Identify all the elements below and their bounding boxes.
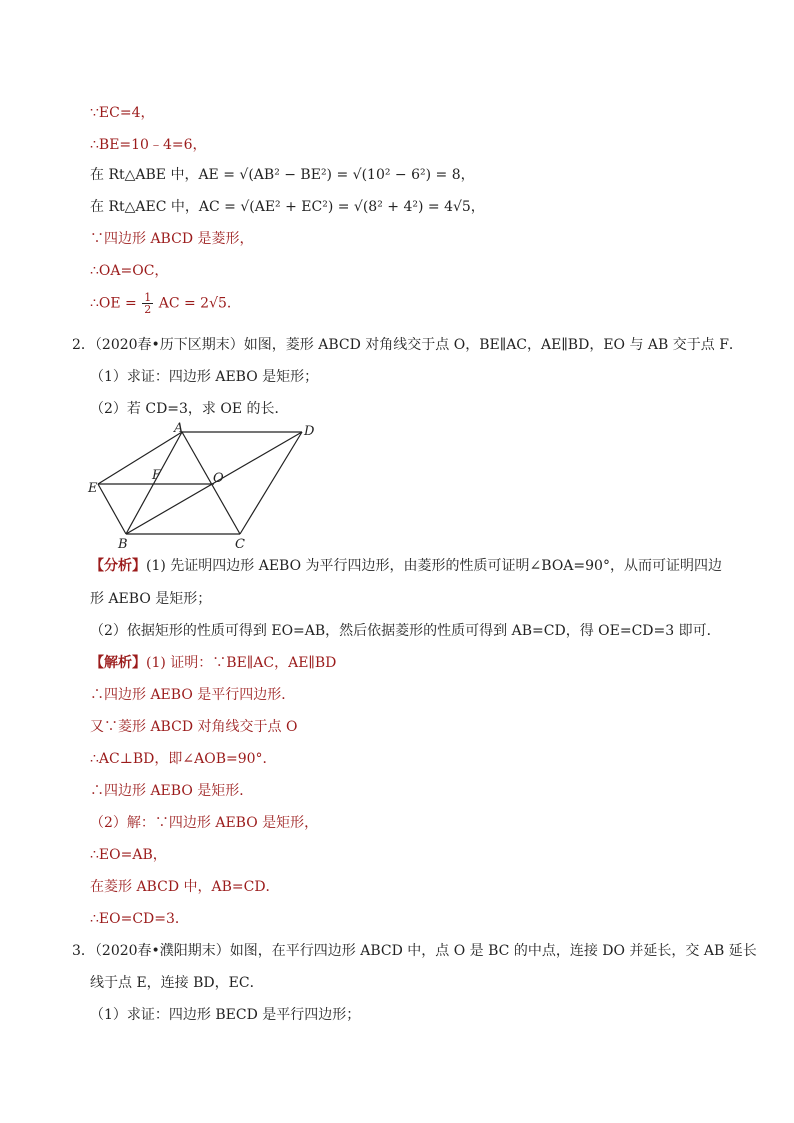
solution-q2-line-3: 又∵菱形 ABCD 对角线交于点 O: [90, 719, 298, 735]
q3-part-1: （1）求证：四边形 BECD 是平行四边形；: [90, 1007, 361, 1023]
solution-line-6: ∴OA=OC，: [90, 263, 169, 279]
solution-q2-line-1: [90, 654, 336, 672]
analysis-line-1b: 形 AEBO 是矩形；: [90, 591, 212, 607]
diagonal-ac: [182, 432, 240, 534]
solution-line-2: ∴BE=10﹣4=6，: [90, 137, 207, 153]
fraction-one-half: [142, 292, 153, 315]
solution-q2-line-9: ∴EO=CD=3．: [90, 911, 189, 927]
label-o: O: [213, 471, 224, 486]
solution-line-7-lead: ∴OE =: [90, 295, 137, 312]
solution-line-5: ∵四边形 ABCD 是菱形，: [90, 231, 254, 247]
label-d: D: [304, 424, 315, 439]
analysis-line-1: [90, 557, 722, 575]
segment-ba: [126, 432, 182, 534]
solution-q2-line-8: 在菱形 ABCD 中，AB=CD．: [90, 879, 280, 895]
solution-tag: 【解析】: [90, 655, 146, 671]
segment-ea: [98, 432, 182, 484]
solution-q2-line-2: ∴四边形 AEBO 是平行四边形．: [90, 687, 296, 703]
solution-line-1: ∵EC=4，: [90, 105, 155, 121]
solution-q2-line-7: ∴EO=AB，: [90, 847, 167, 863]
solution-q2-line-4: ∴AC⊥BD，即∠AOB=90°．: [90, 751, 277, 767]
label-f: F: [152, 468, 162, 483]
analysis-text-1: (1) 先证明四边形 AEBO 为平行四边形，由菱形的性质可证明∠BOA=90°，从而可证明四边: [146, 558, 722, 574]
q3-stem-line-2: 线于点 E，连接 BD，EC．: [90, 975, 264, 991]
label-c: C: [235, 537, 245, 552]
label-e: E: [88, 481, 98, 496]
segment-dc: [240, 432, 302, 534]
q2-part-1: （1）求证：四边形 AEBO 是矩形；: [90, 369, 319, 385]
analysis-tag: 【分析】: [90, 558, 146, 574]
segment-eb: [98, 484, 126, 534]
solution-q2-text-1: (1) 证明：∵BE∥AC，AE∥BD: [146, 655, 337, 671]
solution-line-7: [90, 292, 241, 315]
solution-line-3: 在 Rt△ABE 中，AE = √(AB² − BE²) = √(10² − 6²) = 8，: [90, 167, 475, 183]
q2-stem: 2．（2020春•历下区期末）如图，菱形 ABCD 对角线交于点 O，BE∥AC，AE∥BD，EO 与 AB 交于点 F．: [72, 337, 743, 353]
q2-geometry-figure: [80, 418, 330, 553]
q2-part-2: （2）若 CD=3，求 OE 的长．: [90, 401, 289, 417]
fraction-numerator: 1: [144, 291, 152, 304]
solution-q2-line-5: ∴四边形 AEBO 是矩形．: [90, 783, 254, 799]
q3-stem-line-1: 3．（2020春•濮阳期末）如图，在平行四边形 ABCD 中，点 O 是 BC 的中点，连接 DO 并延长，交 AB 延长: [72, 943, 757, 959]
solution-line-4: 在 Rt△AEC 中，AC = √(AE² + EC²) = √(8² + 4²) = 4√5，: [90, 199, 485, 215]
label-a: A: [174, 421, 184, 436]
solution-line-7-tail: AC = 2√5．: [158, 295, 241, 312]
analysis-line-2: （2）依据矩形的性质可得到 EO=AB，然后依据菱形的性质可得到 AB=CD，得 OE=CD=3 即可．: [90, 623, 721, 639]
solution-q2-line-6: （2）解：∵四边形 AEBO 是矩形，: [90, 815, 319, 831]
label-b: B: [118, 537, 128, 552]
fraction-denominator: 2: [144, 303, 152, 316]
